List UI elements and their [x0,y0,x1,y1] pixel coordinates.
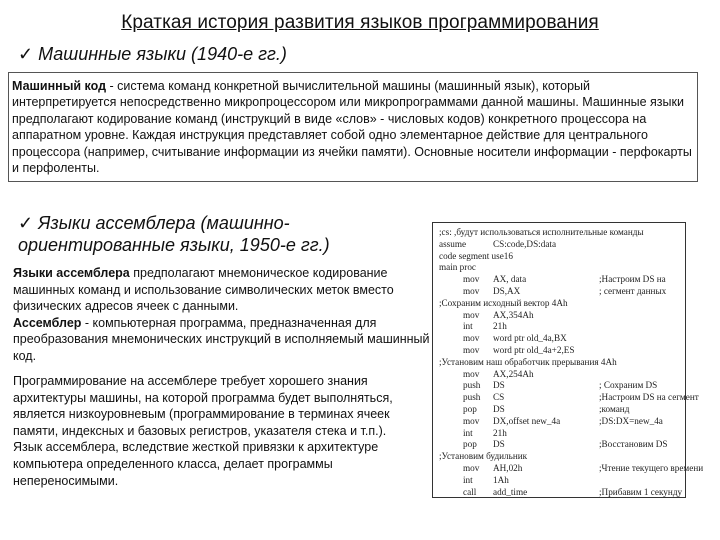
code-label: ;Установим наш обработчик прерывания 4Ah [439,356,617,367]
code-mnemonic: mov [463,286,480,296]
code-mnemonic: call [463,486,477,497]
code-comment: ;Восстановим DS [599,439,668,450]
code-operands: word ptr old_4a,BX [493,333,567,344]
code-operands: DS,AX [493,286,521,296]
code-comment: ;DS:DX=new_4a [599,415,663,426]
code-mnemonic: mov [463,274,480,285]
code-comment: ;Чтение текущего времени [599,463,704,473]
code-operands: CS [493,392,505,403]
assembly-programming-note: Программирование на ассемблере требует хорошего знания архитектуры машины, на которой программа будет выполняться, является низкоуровневым (программирование в терминах ячеек памяти, индексных и базовых регистров, указателя стека и т.п.). [13,374,393,438]
section-heading-text: Языки ассемблера (машинно-ориентированные языки, 1950-е гг.) [18,213,330,255]
code-line [439,391,699,403]
code-mnemonic: mov [463,463,480,473]
code-line [439,320,685,332]
code-line [439,415,685,427]
code-line [439,226,685,238]
code-line [439,403,685,415]
code-label: ;Установим будильник [439,451,528,462]
code-line [439,344,685,356]
code-line [439,273,685,285]
code-label: ;cs: ,будут использоваться исполнительные команды [439,227,644,237]
code-mnemonic: int [463,427,473,438]
assembly-languages-definition: предполагают мнемоническое кодирование машинных команд и использование символических меток вместо физических адресов ячеек с данными. [13,266,394,314]
code-line [439,438,685,450]
code-operands: 21h [493,427,507,438]
assembly-notes-paragraph [13,373,433,489]
code-operands: 21h [493,321,507,332]
code-line [439,297,685,309]
code-line [439,427,685,439]
code-comment: ; Сохраним DS [599,380,658,391]
machine-code-term: Машинный код [12,79,107,93]
code-line [439,486,685,498]
code-operands: AX, data [493,274,527,285]
code-operands: AH,02h [493,463,523,473]
code-operands: add_time [493,486,528,497]
code-operands: DS [493,439,505,450]
code-operands: DS [493,404,505,414]
code-line [439,474,685,486]
code-label: assume [439,238,467,249]
code-operands: DS [493,380,505,391]
code-label: main proc [439,262,476,273]
code-line [439,462,704,474]
assembly-languages-term: Языки ассемблера [13,266,130,280]
code-mnemonic: push [463,380,481,391]
assembler-term: Ассемблер [13,315,82,330]
checkmark-icon: ✓ [18,213,34,233]
assembly-definition-paragraph [13,265,433,365]
code-operands: CS:code,DS:data [493,238,557,249]
code-line [439,356,685,368]
code-comment: ;Прибавим 1 секунду [599,486,683,497]
assembly-code-listing [432,222,704,498]
code-line [439,250,685,262]
code-line [439,450,685,462]
code-mnemonic: push [463,392,481,403]
code-mnemonic: mov [463,309,480,320]
section-heading-assembly-languages [18,212,438,256]
machine-code-paragraph [12,78,696,176]
checkmark-icon: ✓ [18,44,34,64]
section-heading-text: Машинные языки (1940-е гг.) [38,44,287,64]
code-mnemonic: int [463,321,473,332]
code-line [439,238,685,250]
code-mnemonic: mov [463,415,480,426]
code-label: ;Сохраним исходный вектор 4Ah [439,297,568,308]
machine-code-definition: - система команд конкретной вычислительной машины (машинный язык), который интерпретируется непосредственно микропроцессором или микропрограммами данной машины. Машинные языки предполагают кодирование команд (инструкций в виде «слов» - числовых кодов) конкретного процессора на аппаратном уровне. Каждая инструкция представляет собой одно элементарное действие для центрального процессора (например, считывание информации из ячейки памяти). Основные носители информации - перфокарты и перфоленты. [12,79,692,176]
code-comment: ;Настроим DS на [599,274,666,285]
code-label: code segment use16 [439,250,513,261]
code-comment: ; сегмент данных [599,286,667,296]
code-operands: 1Ah [493,474,509,485]
code-line [439,309,685,321]
code-line [439,379,685,391]
code-operands: AX,354Ah [493,309,534,320]
code-operands: DX,offset new_4a [493,415,561,426]
code-mnemonic: pop [463,404,477,414]
page-title: Краткая история развития языков программирования [121,12,599,33]
code-operands: AX,254Ah [493,368,534,379]
code-line [439,285,685,297]
code-mnemonic: mov [463,368,480,379]
code-mnemonic: pop [463,439,477,450]
code-mnemonic: int [463,474,473,485]
code-line [439,368,685,380]
assembler-definition: - компьютерная программа, предназначенная для преобразования мнемонических инструкций в исполняемый машинный код. [13,315,430,363]
code-comment: ;команд [599,404,630,414]
code-line [439,261,685,273]
code-comment: ;Настроим DS на сегмент [599,392,699,403]
code-line [439,332,685,344]
code-operands: word ptr old_4a+2,ES [493,345,575,355]
section-heading-machine-languages [18,43,287,65]
code-mnemonic: mov [463,333,480,344]
assembly-portability-note: Язык ассемблера, вследствие жесткой привязки к архитектуре компьютера определенного класса, делает программы непереносимыми. [13,440,379,488]
code-mnemonic: mov [463,345,480,355]
